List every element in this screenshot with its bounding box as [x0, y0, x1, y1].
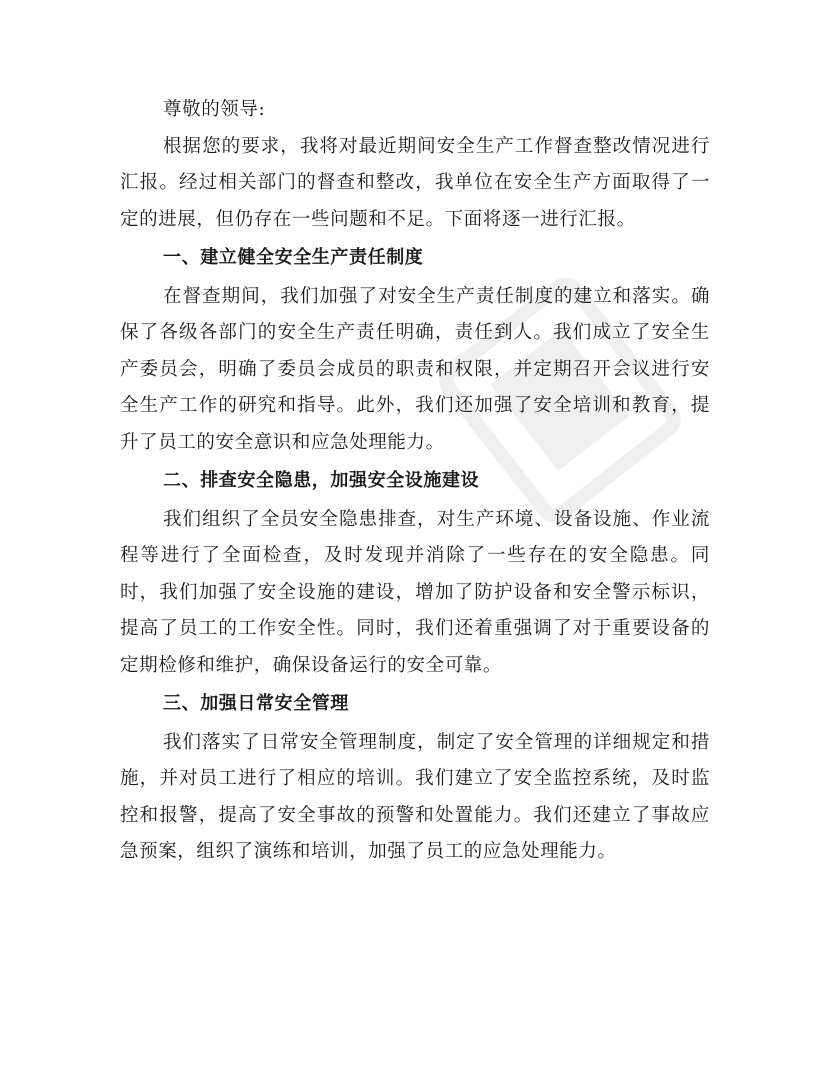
section-heading: 二、排查安全隐患，加强安全设施建设: [163, 470, 480, 491]
section-paragraph: 在督查期间，我们加强了对安全生产责任制度的建立和落实。确保了各级各部门的安全生产责任明确，责任到人。我们成立了安全生产委员会，明确了委员会成员的职责和权限，并定期召开会议进行安全生产工作的研究和指导。此外，我们还加强了安全培训和教育，提升了员工的安全意识和应急处理能力。: [120, 285, 710, 453]
section-paragraph: 我们组织了全员安全隐患排查，对生产环境、设备设施、作业流程等进行了全面检查，及时发现并消除了一些存在的安全隐患。同时，我们加强了安全设施的建设，增加了防护设备和安全警示标识，提高了员工的工作安全性。同时，我们还着重强调了对于重要设备的定期检修和维护，确保设备运行的安全可靠。: [120, 508, 710, 676]
section-paragraph: 我们落实了日常安全管理制度，制定了安全管理的详细规定和措施，并对员工进行了相应的培训。我们建立了安全监控系统，及时监控和报警，提高了安全事故的预警和处置能力。我们还建立了事故应急预案，组织了演练和培训，加强了员工的应急处理能力。: [120, 731, 710, 862]
section-heading: 三、加强日常安全管理: [163, 693, 349, 714]
intro-paragraph: 根据您的要求，我将对最近期间安全生产工作督查整改情况进行汇报。经过相关部门的督查和整改，我单位在安全生产方面取得了一定的进展，但仍存在一些问题和不足。下面将逐一进行汇报。: [120, 135, 710, 230]
salutation: 尊敬的领导:: [163, 99, 266, 120]
section-heading: 一、建立健全安全生产责任制度: [163, 247, 424, 268]
document-body: [120, 92, 710, 871]
